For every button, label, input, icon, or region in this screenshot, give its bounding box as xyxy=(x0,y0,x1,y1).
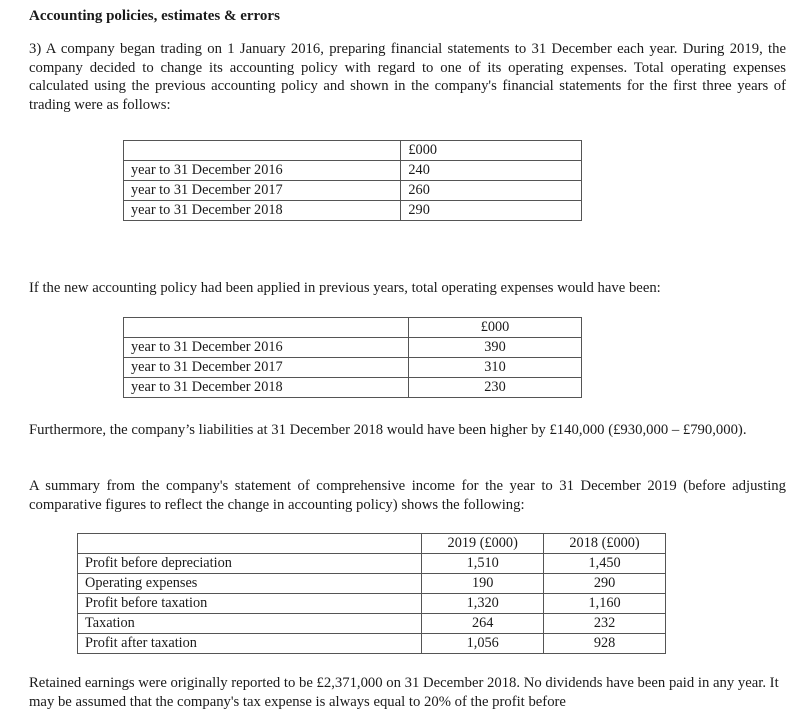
header-cell-gbp: £000 xyxy=(409,318,582,338)
header-blank-cell xyxy=(124,141,401,161)
table-row xyxy=(124,378,582,398)
row-value: 310 xyxy=(409,358,582,378)
header-cell-2019: 2019 (£000) xyxy=(422,534,544,554)
question-intro-paragraph: 3) A company began trading on 1 January 2016, preparing financial statements to 31 December each year. During 2019, the company decided to change its accounting policy with regard to one of its operating expenses. Total operating expenses calculated using the previous accounting policy and shown in the company's financial statements for the first three years of trading were as follows: xyxy=(29,41,786,113)
table-row xyxy=(78,614,666,634)
new-policy-intro-paragraph: If the new accounting policy had been applied in previous years, total operating expenses would have been: xyxy=(29,280,661,296)
row-label: year to 31 December 2016 xyxy=(124,338,409,358)
header-blank-cell xyxy=(78,534,422,554)
table-row xyxy=(124,161,582,181)
retained-earnings-paragraph: Retained earnings were originally reported to be £2,371,000 on 31 December 2018. No dividends have been paid in any year. It may be assumed that the company's tax expense is always equal to 20% of the profit before xyxy=(29,675,779,710)
header-cell-2018: 2018 (£000) xyxy=(544,534,666,554)
table-row xyxy=(124,338,582,358)
row-value-2018: 1,160 xyxy=(544,594,666,614)
row-value-2019: 1,320 xyxy=(422,594,544,614)
row-value: 290 xyxy=(401,201,582,221)
row-value-2018: 290 xyxy=(544,574,666,594)
table-row xyxy=(78,574,666,594)
row-label: Profit before taxation xyxy=(78,594,422,614)
new-policy-expenses-table xyxy=(123,317,582,398)
row-value-2018: 232 xyxy=(544,614,666,634)
table-header-row xyxy=(78,534,666,554)
table-row xyxy=(124,181,582,201)
row-label: year to 31 December 2018 xyxy=(124,378,409,398)
table-row xyxy=(124,201,582,221)
row-value: 230 xyxy=(409,378,582,398)
row-label: year to 31 December 2017 xyxy=(124,358,409,378)
row-value: 240 xyxy=(401,161,582,181)
table-row xyxy=(78,554,666,574)
table-row xyxy=(124,358,582,378)
table-header-row xyxy=(124,141,582,161)
section-heading: Accounting policies, estimates & errors xyxy=(29,8,280,24)
table-header-row xyxy=(124,318,582,338)
income-statement-summary-table xyxy=(77,533,666,654)
income-summary-intro-paragraph: A summary from the company's statement of comprehensive income for the year to 31 December 2019 (before adjusting comparative figures to reflect the change in accounting policy) shows the following: xyxy=(29,478,786,513)
row-value-2019: 1,510 xyxy=(422,554,544,574)
row-value-2019: 190 xyxy=(422,574,544,594)
header-blank-cell xyxy=(124,318,409,338)
row-value: 260 xyxy=(401,181,582,201)
row-value-2019: 1,056 xyxy=(422,634,544,654)
table-row xyxy=(78,594,666,614)
previous-policy-expenses-table xyxy=(123,140,582,221)
row-label: Profit after taxation xyxy=(78,634,422,654)
row-label: year to 31 December 2016 xyxy=(124,161,401,181)
row-value: 390 xyxy=(409,338,582,358)
row-value-2019: 264 xyxy=(422,614,544,634)
row-value-2018: 1,450 xyxy=(544,554,666,574)
row-value-2018: 928 xyxy=(544,634,666,654)
table-row xyxy=(78,634,666,654)
header-cell-gbp: £000 xyxy=(401,141,582,161)
row-label: year to 31 December 2017 xyxy=(124,181,401,201)
row-label: Taxation xyxy=(78,614,422,634)
liabilities-paragraph: Furthermore, the company’s liabilities at 31 December 2018 would have been higher by £140,000 (£930,000 – £790,000). xyxy=(29,422,747,438)
row-label: Profit before depreciation xyxy=(78,554,422,574)
row-label: year to 31 December 2018 xyxy=(124,201,401,221)
row-label: Operating expenses xyxy=(78,574,422,594)
